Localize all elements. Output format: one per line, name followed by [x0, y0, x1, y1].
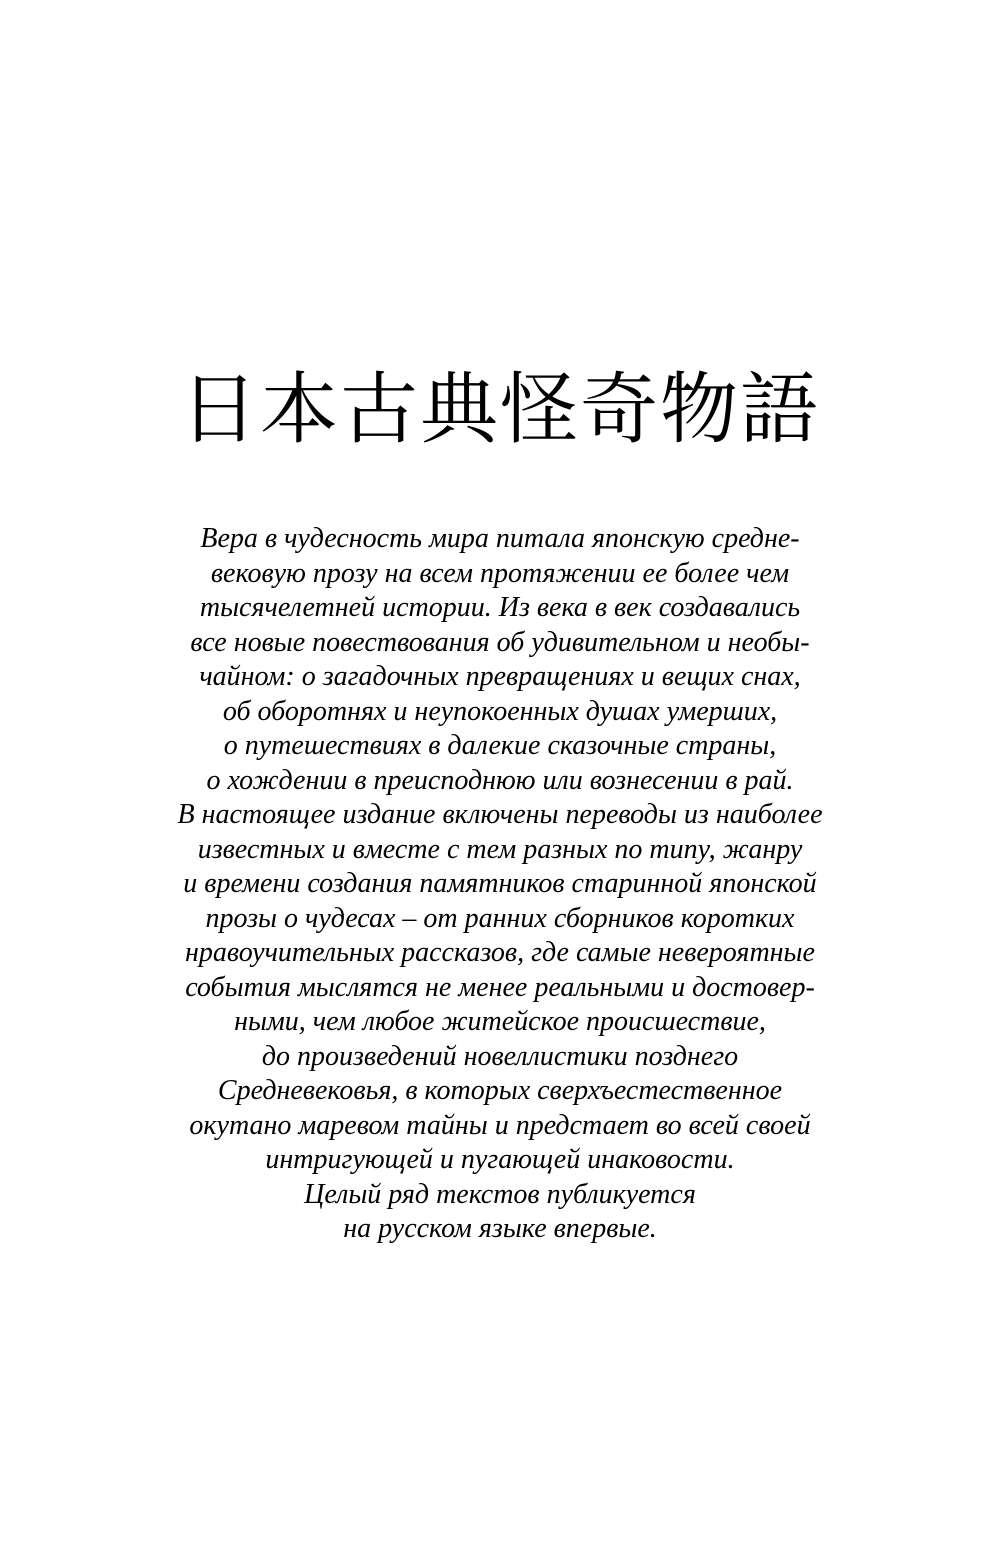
text-line: об оборотнях и неупокоенных душах умерших, — [222, 695, 778, 727]
text-line: Вера в чудесность мира питала японскую средне- — [200, 523, 800, 554]
japanese-title: 日本古典怪奇物語 — [179, 365, 820, 455]
text-line: до произведений новеллистики позднего — [261, 1040, 739, 1072]
text-line: нравоучительных рассказов, где самые невероятные — [185, 937, 815, 968]
text-line: В настоящее издание включены переводы из наиболее — [177, 799, 823, 830]
text-line: окутано маревом тайны и предстает во всей своей — [189, 1109, 811, 1141]
text-line: о хождении в преисподнюю или вознесении в рай. — [206, 764, 794, 796]
text-line: интригующей и пугающей инаковости. — [265, 1144, 735, 1175]
text-line: все новые повествования об удивительном и необы- — [190, 626, 810, 658]
text-line: Целый ряд текстов публикуется — [304, 1178, 696, 1210]
text-line: прозы о чудесах – от ранних сборников коротких — [205, 902, 795, 934]
text-line: Средневековья, в которых сверхъестественное — [217, 1075, 783, 1106]
text-line: известных и вместе с тем разных по типу, жанру — [197, 833, 803, 865]
text-line: чайном: о загадочных превращениях и вещих снах, — [199, 661, 801, 692]
text-line: ными, чем любое житейское происшествие, — [234, 1006, 766, 1037]
text-line: события мыслятся не менее реальными и достовер- — [185, 971, 815, 1003]
annotation-text — [120, 522, 880, 1247]
text-line: о путешествиях в далекие сказочные страны, — [223, 730, 777, 761]
text-line: вековую прозу на всем протяжении ее более чем — [210, 557, 790, 589]
text-line: на русском языке впервые. — [343, 1213, 657, 1244]
text-line: и времени создания памятников старинной японской — [183, 868, 817, 899]
text-line: тысячелетней истории. Из века в век создавались — [199, 592, 801, 623]
